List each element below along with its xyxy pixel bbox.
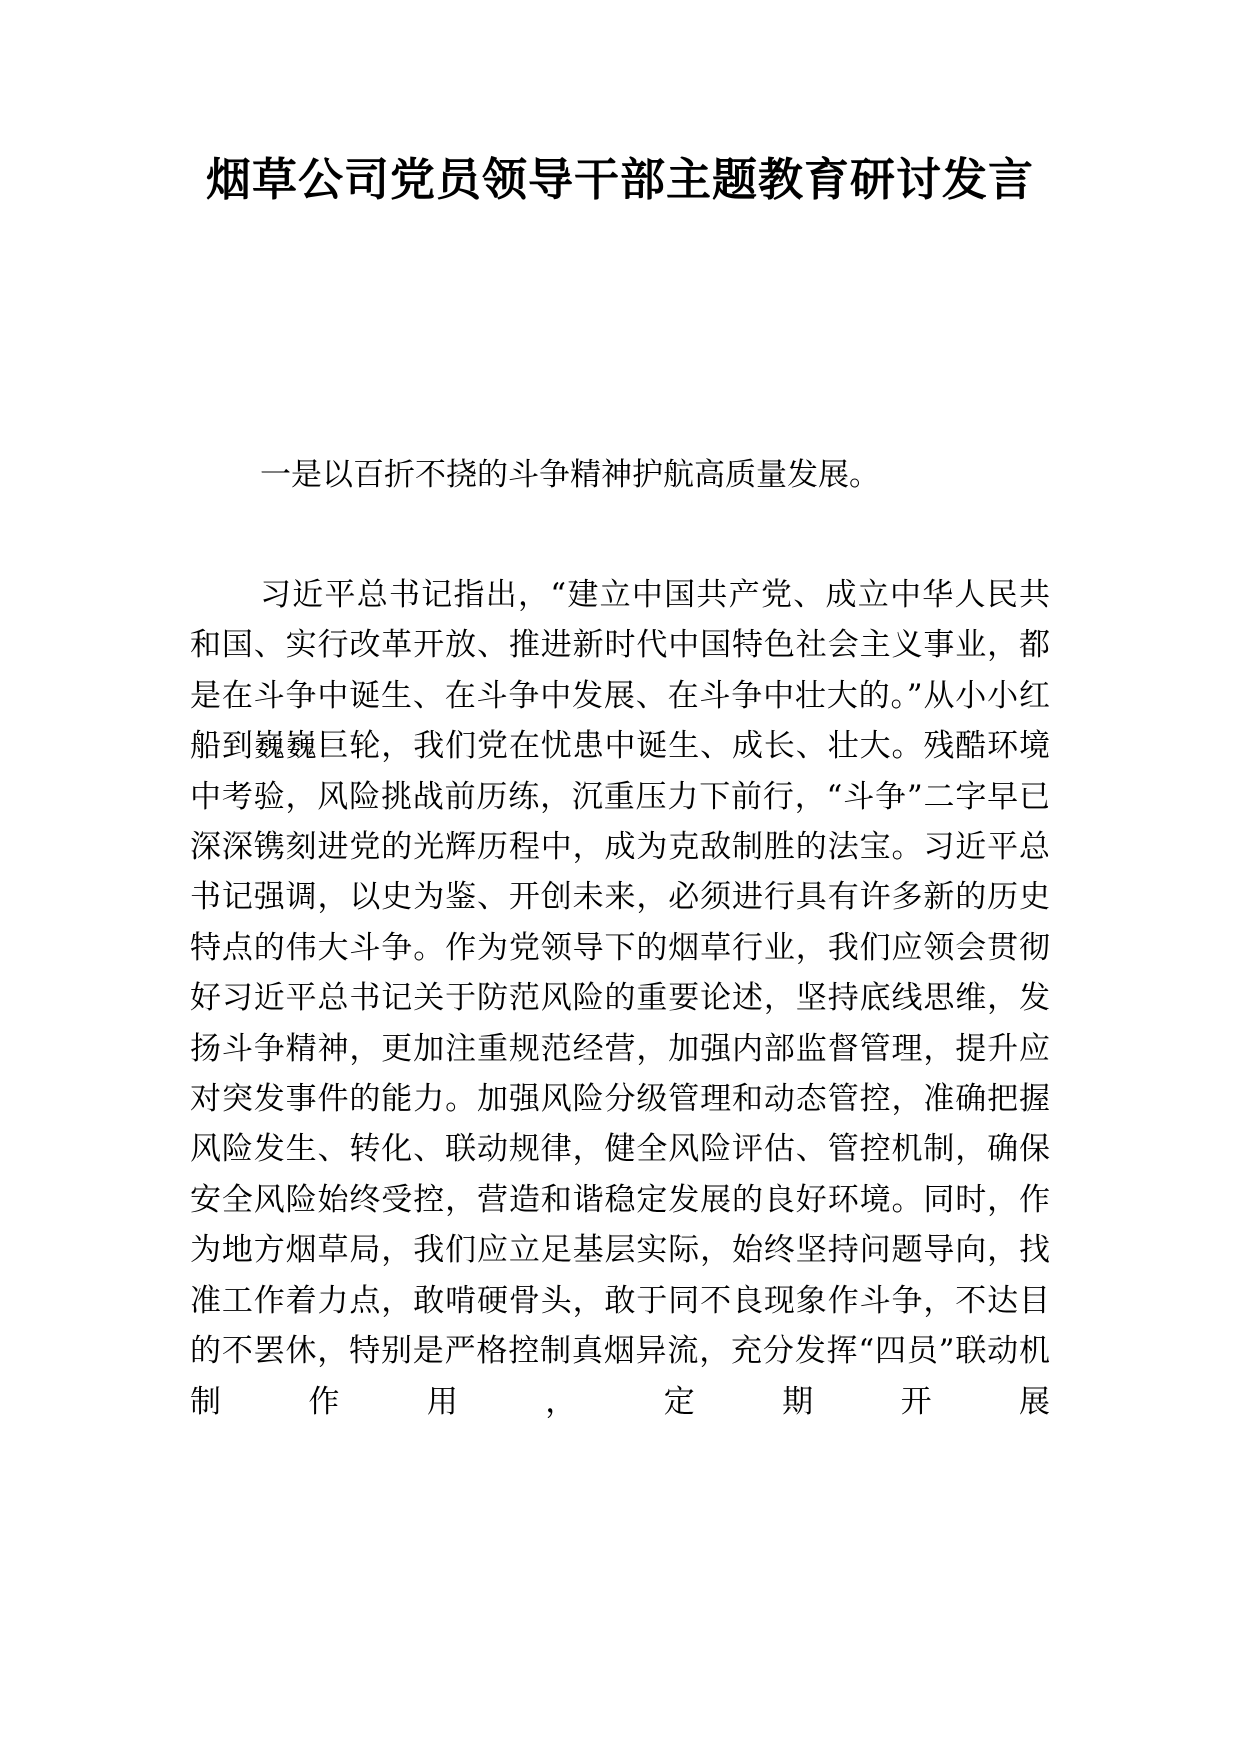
paragraph-body: 习近平总书记指出，“建立中国共产党、成立中华人民共和国、实行改革开放、推进新时代中国特色社会主义事业，都是在斗争中诞生、在斗争中发展、在斗争中壮大的。”从小小红船到巍巍巨轮，我们党在忧患中诞生、成长、壮大。残酷环境中考验，风险挑战前历练，沉重压力下前行，“斗争”二字早已深深镌刻进党的光辉历程中，成为克敌制胜的法宝。习近平总书记强调，以史为鉴、开创未来，必须进行具有许多新的历史特点的伟大斗争。作为党领导下的烟草行业，我们应领会贯彻好习近平总书记关于防范风险的重要论述，坚持底线思维，发扬斗争精神，更加注重规范经营，加强内部监督管理，提升应对突发事件的能力。加强风险分级管理和动态管控，准确把握风险发生、转化、联动规律，健全风险评估、管控机制，确保安全风险始终受控，营造和谐稳定发展的良好环境。同时，作为地方烟草局，我们应立足基层实际，始终坚持问题导向，找准工作着力点，敢啃硬骨头，敢于同不良现象作斗争，不达目的不罢休，特别是严格控制真烟异流，充分发挥“四员”联动机制作用，定期开展 [190, 577, 1050, 1420]
document-title: 烟草公司党员领导干部主题教育研讨发言 [205, 153, 1034, 206]
paragraph-heading-point-one: 一是以百折不挠的斗争精神护航高质量发展。 [260, 457, 880, 493]
